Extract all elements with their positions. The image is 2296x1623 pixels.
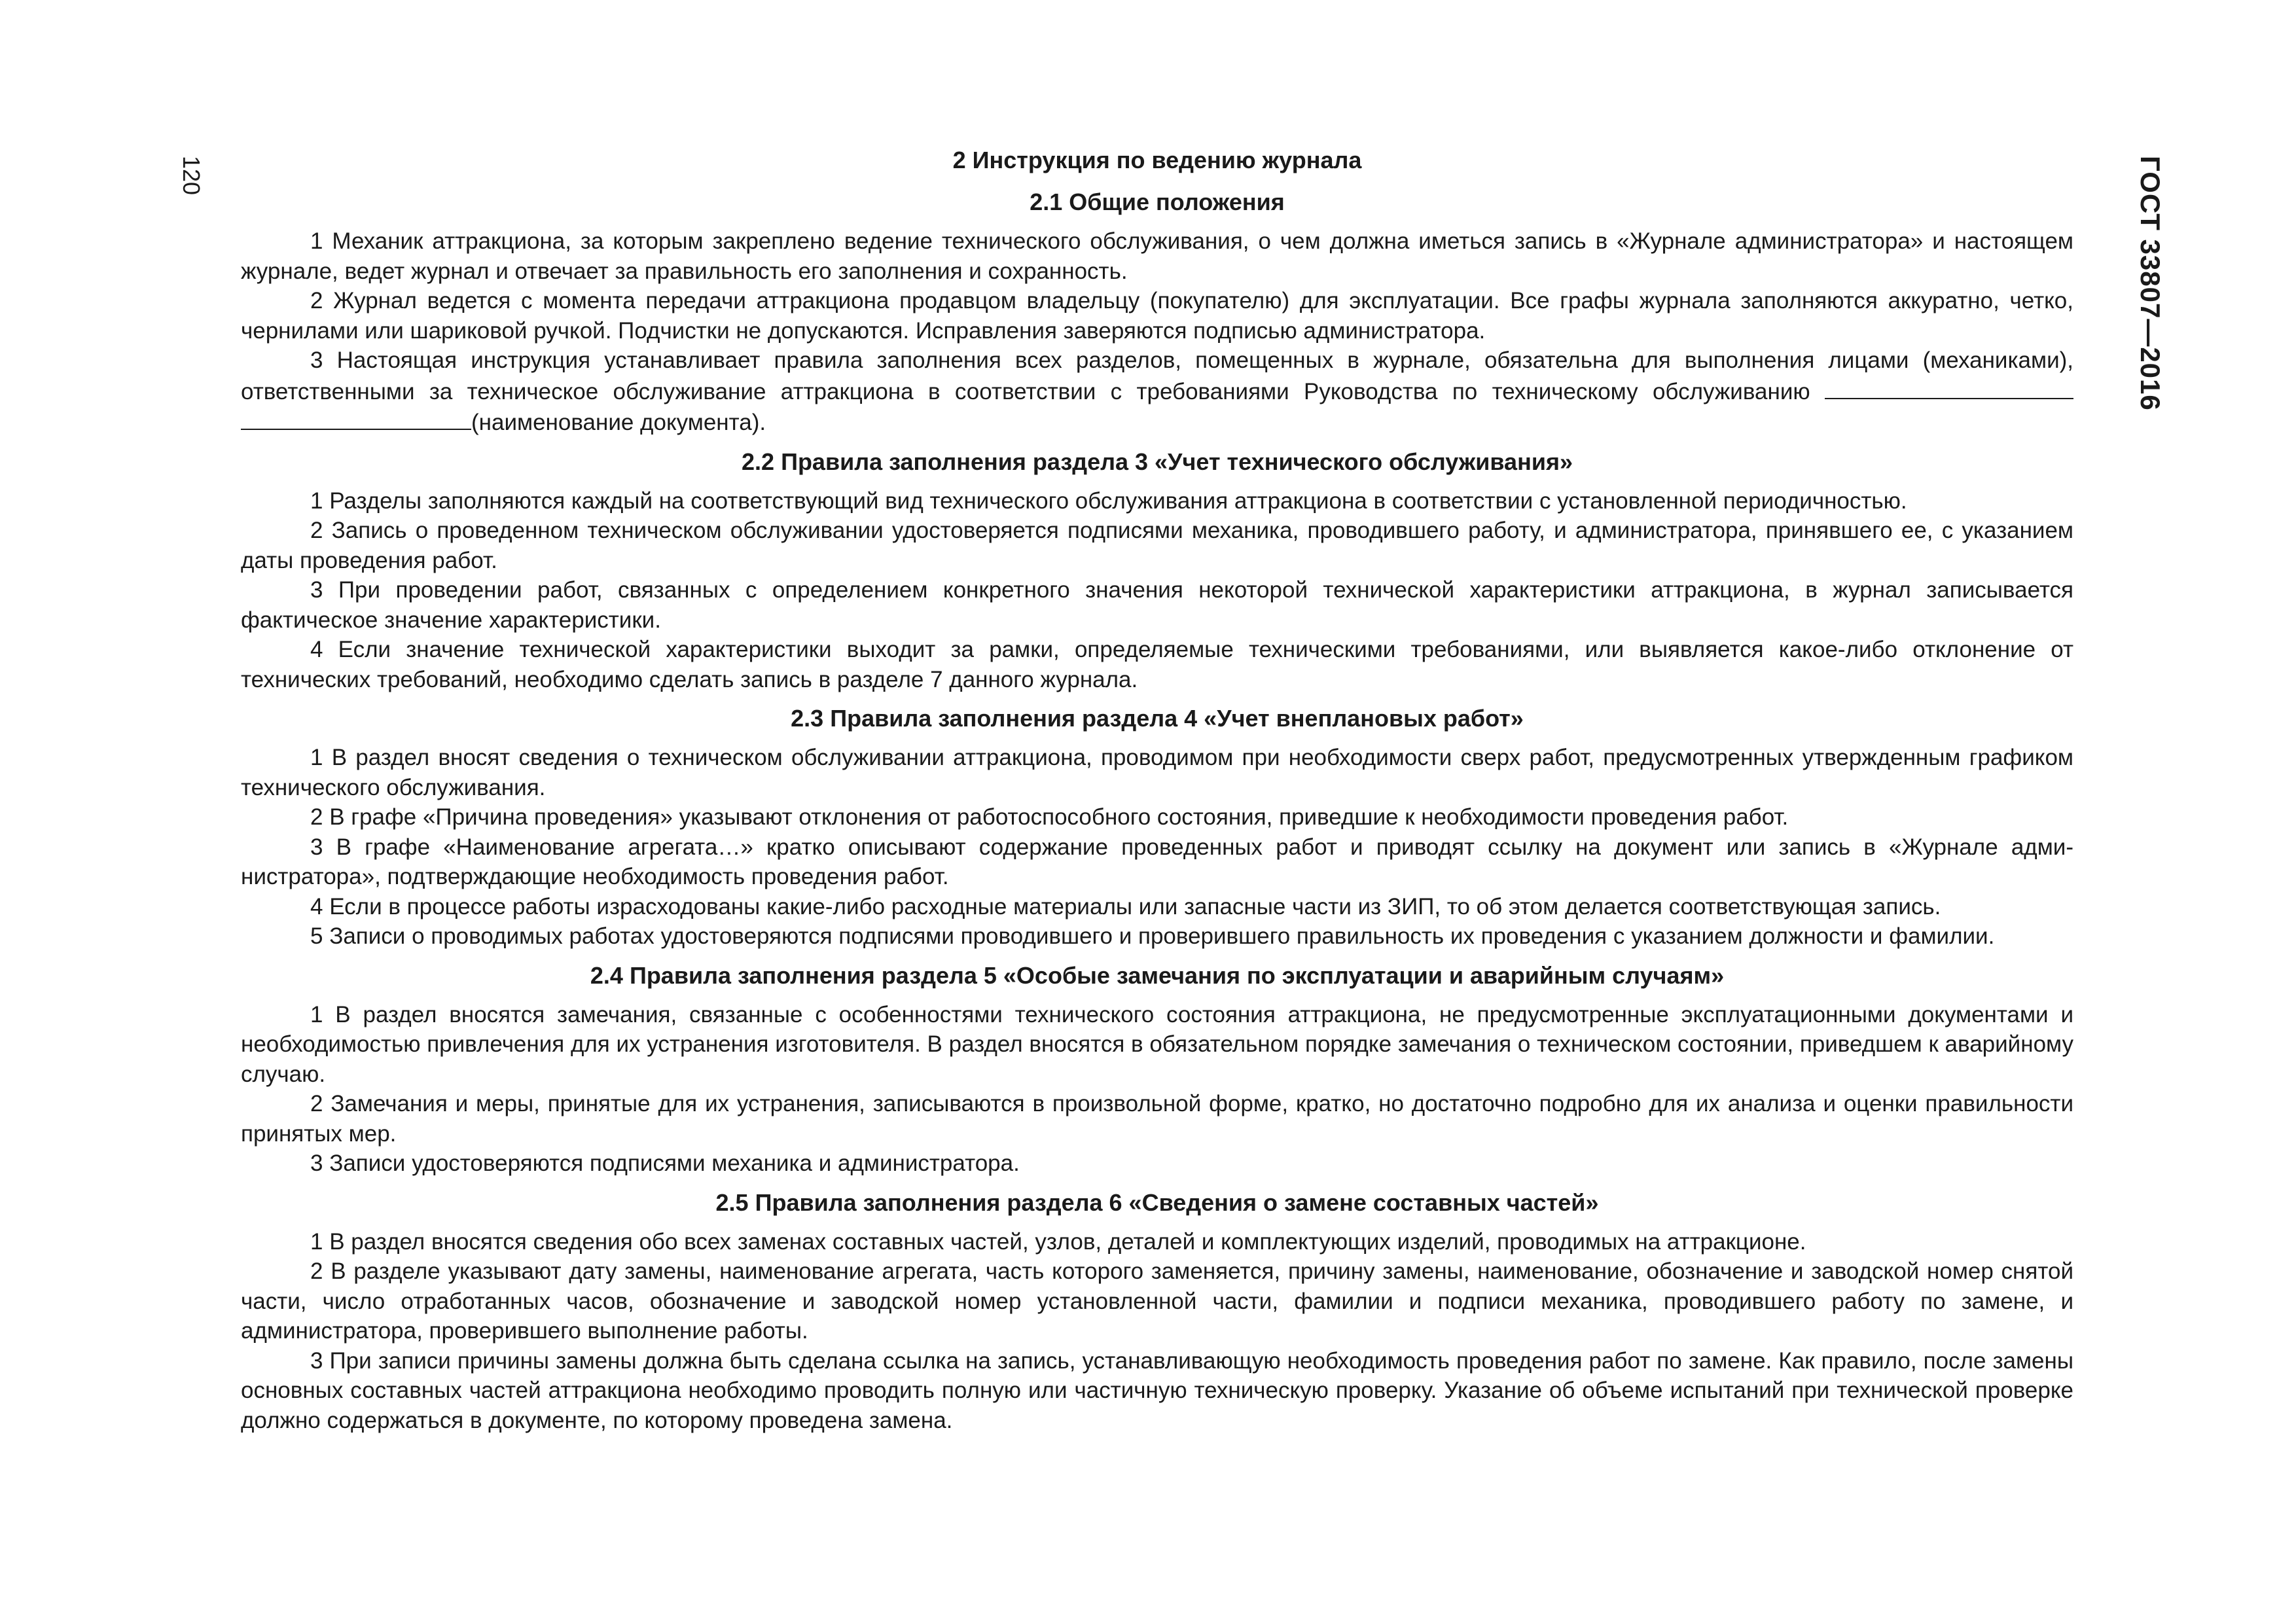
section-2-5	[241, 1188, 2073, 1436]
paragraph: 2 Запись о проведенном техническом обслуживании удостоверяется подписями механика, проводившего работу, и администратора, принявшего ее, с указанием даты проведения работ.	[241, 518, 2073, 573]
blank-line	[241, 406, 471, 430]
paragraph: 1 Механик аттракциона, за которым закреплено ведение технического обслуживания, о чем должна иметься запись в «Журнале администратора» и настоящем журнале, ведет журнал и отвечает за правильность его заполнения и сохранность.	[241, 228, 2073, 284]
paragraph	[241, 346, 2073, 438]
paragraph: 1 В раздел вносятся замечания, связанные с особенностями технического состояния аттракциона, не предусмотренные эксплуатационными документами и необходимостью привлечения для их устранения изготовителя. В раздел вносятся в обязательном порядке замечания о техническом состоянии, приведшем к аварийному случаю.	[241, 1001, 2073, 1087]
paragraph: 4 Если значение технической характеристики выходит за рамки, определяемые техническими требованиями, или выявляется какое-либо отклонение от технических требований, необходимо сделать запись в разделе 7 данного журнала.	[241, 637, 2073, 692]
paragraph-text: 3 Настоящая инструкция устанавливает правила заполнения всех разделов, помещенных в журнале, обязательна для выполнения лицами (механиками), ответственными за техническое обслуживание аттракциона в соответствии с требованиями Руководства по техническому обслуживанию	[241, 348, 2073, 404]
section-2-1	[241, 187, 2073, 438]
paragraph: 5 Записи о проводимых работах удостоверяются подписями проводившего и проверившего правильность их проведения с указанием должности и фамилии.	[310, 923, 1995, 949]
paragraph: 1 В раздел вносятся сведения обо всех заменах составных частей, узлов, деталей и комплектующих изделий, проводимых на аттракционе.	[310, 1228, 1806, 1255]
paragraph-text: (наименование документа).	[471, 410, 766, 435]
paragraph: 2 Замечания и меры, принятые для их устранения, записываются в произвольной форме, кратко, но достаточно подробно для их анализа и оценки правильности принятых мер.	[241, 1091, 2073, 1147]
paragraph: 2 В разделе указывают дату замены, наименование агрегата, часть которого заменяется, причину замены, наименование, обозначение и заводской номер снятой части, число отработанных часов, обозначение и заводской номер установленной части, фамилии и подписи механика, проводившего работу по замене, и администратора, проверившего выполнение работы.	[241, 1258, 2073, 1344]
paragraph: 2 В графе «Причина проведения» указывают отклонения от работоспособного состояния, приведшие к необходимости проведения работ.	[310, 804, 1789, 830]
paragraph: 4 Если в процессе работы израсходованы какие-либо расходные материалы или запасные части из ЗИП, то об этом делается соответствующая запись.	[310, 893, 1941, 919]
section-heading: 2.1 Общие положения	[1030, 188, 1285, 215]
main-title: 2 Инструкция по ведению журнала	[952, 147, 1362, 173]
standard-code: ГОСТ 33807—2016	[2135, 156, 2166, 411]
paragraph: 3 В графе «Наименование агрегата…» кратко описывают содержание проведенных работ и приводят ссылку на документ или запись в «Журнале администратора», подтверждающие необходимость проведения работ.	[241, 834, 2073, 889]
paragraph: 3 Записи удостоверяются подписями механика и администратора.	[310, 1150, 1020, 1176]
section-2-4	[241, 961, 2073, 1179]
paragraph: 1 В раздел вносят сведения о техническом обслуживании аттракциона, проводимом при необходимости сверх работ, предусмотренных утвержденным графиком технического обслуживания.	[241, 745, 2073, 800]
page-number: 120	[178, 156, 205, 196]
document-body	[241, 145, 2073, 1435]
paragraph: 1 Разделы заполняются каждый на соответствующий вид технического обслуживания аттракциона в соответствии с установленной периодичностью.	[310, 488, 1907, 514]
section-heading: 2.3 Правила заполнения раздела 4 «Учет внеплановых работ»	[791, 705, 1524, 732]
section-heading: 2.4 Правила заполнения раздела 5 «Особые замечания по эксплуатации и аварийным случаям»	[590, 961, 1725, 989]
paragraph: 3 При записи причины замены должна быть сделана ссылка на запись, устанавливающую необходимость проведения работ по замене. Как правило, после замены основных составных частей аттракциона необходимо проводить полную или частичную техническую проверку. Указание об объеме испытаний при технической проверке должно содержаться в документе, по которому проведена замена.	[241, 1347, 2073, 1433]
section-2-2	[241, 447, 2073, 695]
paragraph: 2 Журнал ведется с момента передачи аттракциона продавцом владельцу (покупателю) для эксплуатации. Все графы журнала заполняются аккуратно, четко, чернилами или шариковой ручкой. Подчистки не допускаются. Исправления заверяются подписью администратора.	[241, 288, 2073, 344]
section-heading: 2.5 Правила заполнения раздела 6 «Сведения о замене составных частей»	[715, 1188, 1599, 1216]
section-heading: 2.2 Правила заполнения раздела 3 «Учет технического обслуживания»	[742, 448, 1573, 475]
paragraph: 3 При проведении работ, связанных с определением конкретного значения некоторой технической характеристики аттракциона, в журнал записывается фактическое значение характеристики.	[241, 577, 2073, 633]
section-2-3	[241, 704, 2073, 952]
blank-line	[1825, 376, 2073, 399]
